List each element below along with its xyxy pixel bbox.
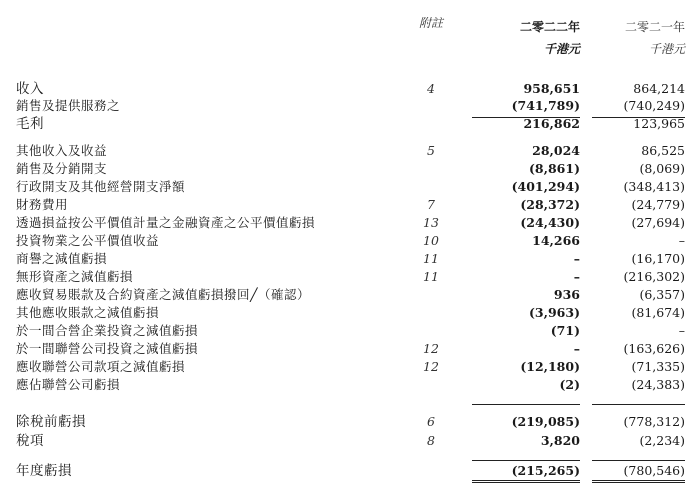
row-value-2022: – bbox=[573, 251, 580, 266]
row-label: 其他收入及收益 bbox=[16, 143, 108, 158]
row-value-2022: (2) bbox=[559, 377, 580, 392]
row-value-2021: 123,965 bbox=[633, 116, 685, 131]
row-value-2021: (216,302) bbox=[623, 269, 685, 284]
row-value-2022: 936 bbox=[553, 287, 580, 302]
row-value-2021: 86,525 bbox=[641, 143, 685, 158]
table-row bbox=[0, 97, 700, 115]
row-value-2022: – bbox=[573, 341, 580, 356]
unit-prior: 千港元 bbox=[648, 42, 685, 56]
row-value-2021: (740,249) bbox=[623, 98, 685, 113]
subtotal-rule-current bbox=[472, 117, 580, 118]
table-row bbox=[0, 286, 700, 304]
row-label: 應佔聯營公司虧損 bbox=[16, 377, 121, 392]
table-row bbox=[0, 462, 700, 480]
row-value-2022: 14,266 bbox=[532, 233, 580, 248]
column-header-note: 附註 bbox=[418, 16, 443, 30]
row-label: 商譽之減值虧損 bbox=[16, 251, 108, 266]
row-value-2021: (24,383) bbox=[631, 377, 685, 392]
table-row bbox=[0, 196, 700, 214]
table-row bbox=[0, 268, 700, 286]
table-row bbox=[0, 178, 700, 196]
row-label: 毛利 bbox=[16, 116, 44, 132]
row-label: 於一間合營企業投資之減值虧損 bbox=[16, 323, 199, 338]
table-row bbox=[0, 232, 700, 250]
row-note-ref: 11 bbox=[423, 251, 439, 266]
row-value-2022: – bbox=[573, 269, 580, 284]
total-double-rule-current bbox=[472, 480, 580, 483]
table-row bbox=[0, 376, 700, 394]
row-value-2021: – bbox=[678, 323, 685, 338]
row-label: 年度虧損 bbox=[16, 463, 72, 479]
row-value-2022: 28,024 bbox=[532, 143, 580, 158]
row-note-ref: 12 bbox=[423, 359, 439, 374]
row-label: 應收聯營公司款項之減值虧損 bbox=[16, 359, 186, 374]
row-value-2022: 216,862 bbox=[523, 116, 580, 131]
row-value-2021: (16,170) bbox=[631, 251, 685, 266]
row-value-2022: (71) bbox=[550, 323, 580, 338]
row-label: 其他應收賬款之減值虧損 bbox=[16, 305, 160, 320]
row-value-2021: (780,546) bbox=[623, 463, 685, 478]
row-value-2021: (2,234) bbox=[639, 433, 685, 448]
row-note-ref: 4 bbox=[427, 81, 435, 96]
row-value-2021: (27,694) bbox=[631, 215, 685, 230]
row-value-2021: (348,413) bbox=[623, 179, 685, 194]
row-value-2022: (24,430) bbox=[520, 215, 580, 230]
row-label: 除稅前虧損 bbox=[16, 414, 86, 430]
row-label: 稅項 bbox=[16, 433, 44, 449]
row-value-2022: (12,180) bbox=[520, 359, 580, 374]
row-note-ref: 7 bbox=[427, 197, 435, 212]
row-value-2022: (401,294) bbox=[511, 179, 580, 194]
row-value-2021: (24,779) bbox=[631, 197, 685, 212]
row-value-2021: (778,312) bbox=[623, 414, 685, 429]
row-value-2022: (8,861) bbox=[529, 161, 580, 176]
table-row bbox=[0, 214, 700, 232]
table-row bbox=[0, 160, 700, 178]
row-label: 銷售及分銷開支 bbox=[16, 161, 108, 176]
table-row bbox=[0, 413, 700, 431]
row-value-2021: (8,069) bbox=[639, 161, 685, 176]
row-note-ref: 13 bbox=[423, 215, 439, 230]
row-label: 銷售及提供服務之 bbox=[16, 98, 121, 113]
table-row bbox=[0, 322, 700, 340]
row-note-ref: 10 bbox=[423, 233, 439, 248]
table-row bbox=[0, 358, 700, 376]
row-label: 投資物業之公平價值收益 bbox=[16, 233, 160, 248]
table-row bbox=[0, 142, 700, 160]
pretax-rule-current bbox=[472, 404, 580, 405]
row-label: 行政開支及其他經營開支淨額 bbox=[16, 179, 186, 194]
column-header-year-current: 二零二二年 bbox=[519, 20, 580, 34]
row-label: 無形資產之減值虧損 bbox=[16, 269, 134, 284]
row-value-2022: (28,372) bbox=[520, 197, 580, 212]
row-label: 收入 bbox=[16, 81, 44, 97]
table-row bbox=[0, 250, 700, 268]
row-value-2022: (3,963) bbox=[529, 305, 580, 320]
table-row bbox=[0, 80, 700, 98]
row-label: 財務費用 bbox=[16, 197, 69, 212]
row-note-ref: 8 bbox=[427, 433, 435, 448]
row-label: 於一間聯營公司投資之減值虧損 bbox=[16, 341, 199, 356]
total-rule-current bbox=[472, 460, 580, 461]
row-value-2022: (215,265) bbox=[511, 463, 580, 478]
row-value-2021: (6,357) bbox=[639, 287, 685, 302]
row-value-2021: 864,214 bbox=[633, 81, 685, 96]
row-value-2021: – bbox=[678, 233, 685, 248]
row-note-ref: 5 bbox=[427, 143, 435, 158]
row-note-ref: 6 bbox=[427, 414, 435, 429]
subtotal-rule-prior bbox=[592, 117, 685, 118]
row-value-2022: 958,651 bbox=[523, 81, 580, 96]
column-header-year-prior: 二零二一年 bbox=[624, 20, 685, 34]
table-row bbox=[0, 340, 700, 358]
total-rule-prior bbox=[592, 460, 685, 461]
table-row bbox=[0, 432, 700, 450]
row-note-ref: 12 bbox=[423, 341, 439, 356]
row-value-2022: (219,085) bbox=[511, 414, 580, 429]
row-value-2021: (163,626) bbox=[623, 341, 685, 356]
row-note-ref: 11 bbox=[423, 269, 439, 284]
unit-current: 千港元 bbox=[543, 42, 580, 56]
row-value-2022: (741,789) bbox=[511, 98, 580, 113]
row-label: 透過損益按公平價值計量之金融資產之公平價值虧損 bbox=[16, 215, 316, 230]
row-value-2022: 3,820 bbox=[540, 433, 580, 448]
total-double-rule-prior bbox=[592, 480, 685, 483]
row-value-2021: (71,335) bbox=[631, 359, 685, 374]
pretax-rule-prior bbox=[592, 404, 685, 405]
row-label: 應收貿易賬款及合約資產之減值虧損撥回╱（確認） bbox=[16, 287, 311, 302]
row-value-2021: (81,674) bbox=[631, 305, 685, 320]
table-row bbox=[0, 304, 700, 322]
